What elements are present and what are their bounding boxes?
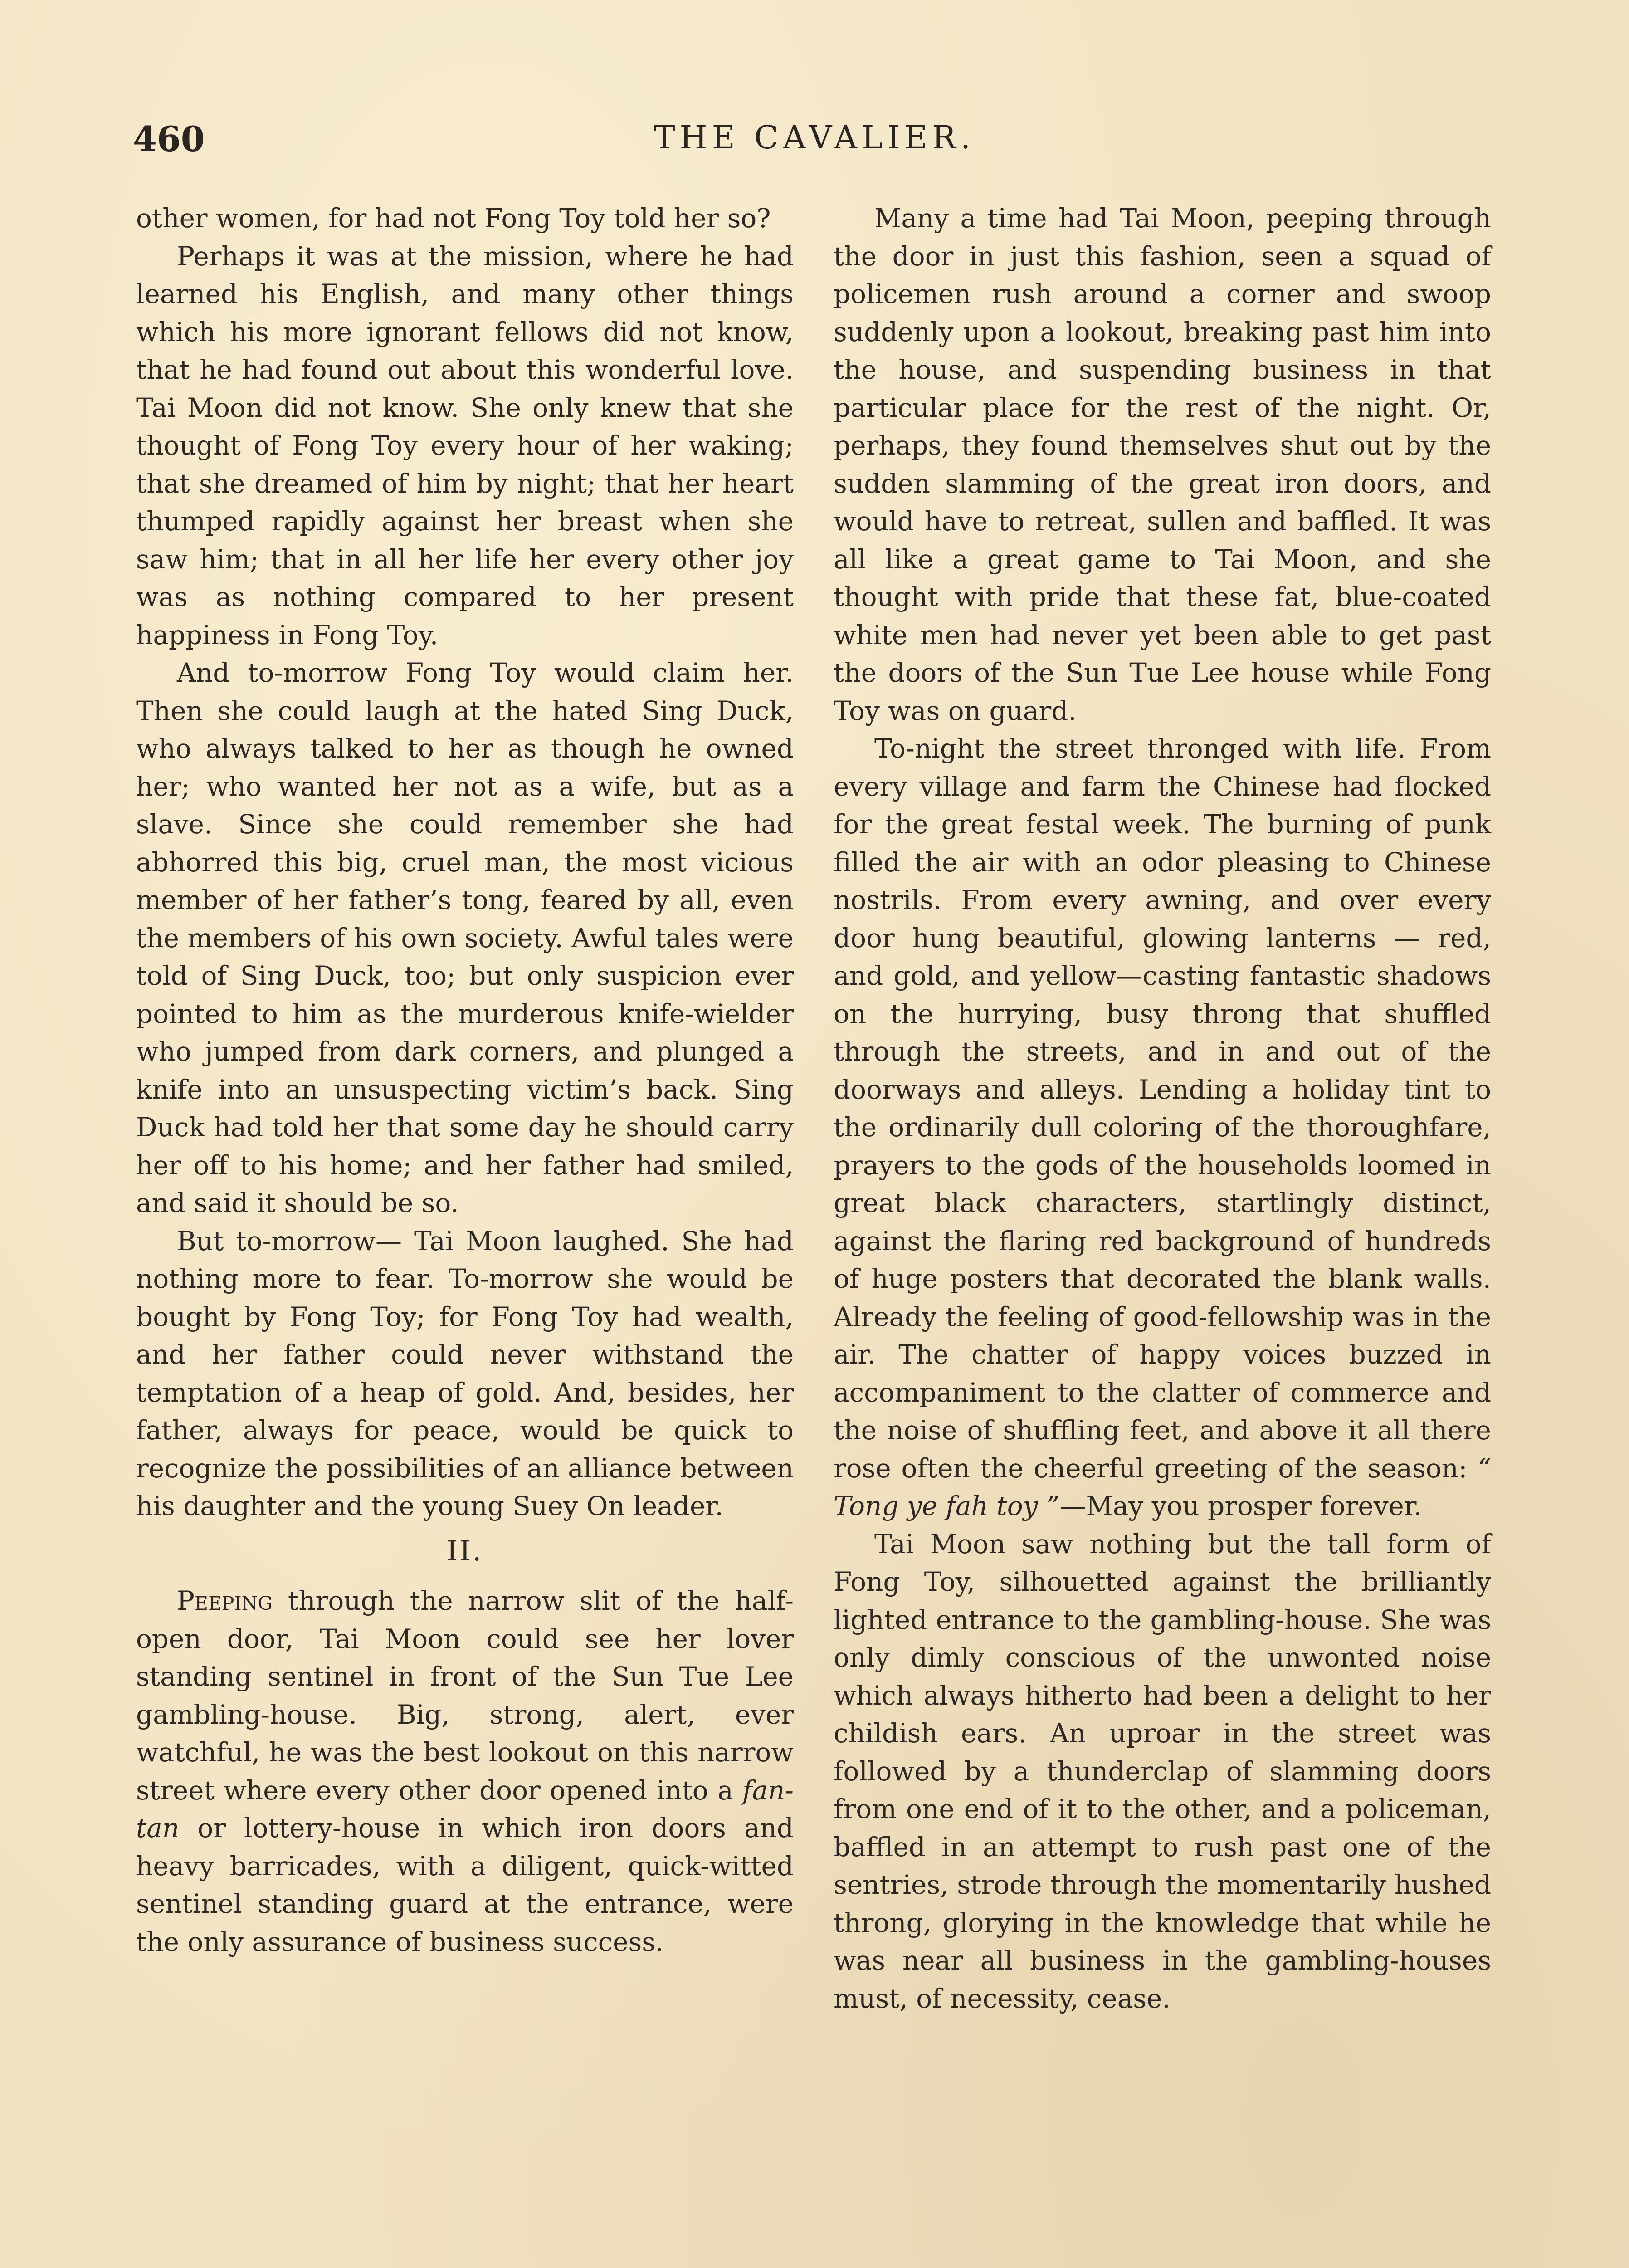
left-paragraph-5: [136, 1582, 794, 1961]
paragraph-text-continued: —May you prosper forever.: [1059, 1491, 1422, 1521]
paragraph-text-continued: or lottery-house in which iron doors and heavy barricades, with a diligent, quick-witted sentinel standing guard at the entrance, were the only assurance of business success.: [136, 1813, 794, 1957]
page-number: 460: [133, 119, 205, 159]
running-title: THE CAVALIER.: [654, 119, 975, 156]
italic-term: fan-tan: [136, 1774, 794, 1843]
page-header: [0, 119, 1629, 169]
left-paragraph-4: But to-morrow— Tai Moon laughed. She had nothing more to fear. To-morrow she would be bought by Fong Toy; for Fong Toy had wealth, and her father could never withstand the temptation of a heap of gold. And, besides, her father, always for peace, would be quick to recognize the possibilities of an alliance between his daughter and the young Suey On leader.: [136, 1225, 794, 1521]
left-paragraph-3: And to-morrow Fong Toy would claim her. Then she could laugh at the hated Sing Duck, who always talked to her as though he owned her; who wanted her not as a wife, but as a slave. Since she could remember she had abhorred this big, cruel man, the most vicious member of her father’s tong, feared by all, even the members of his own society. Awful tales were told of Sing Duck, too; but only suspicion ever pointed to him as the murderous knife-wielder who jumped from dark corners, and plunged a knife into an unsuspecting victim’s back. Sing Duck had told her that some day he should carry her off to his home; and her father had smiled, and said it should be so.: [136, 657, 794, 1218]
left-paragraph-1: other women, for had not Fong Toy told her so?: [136, 203, 771, 234]
left-paragraph-2: Perhaps it was at the mission, where he had learned his English, and many other things which his more ignorant fellows did not know, that he had found out about this wonderful love. Tai Moon did not know. She only knew that she thought of Fong Toy every hour of her waking; that she dreamed of him by night; that her heart thumped rapidly against her breast when she saw him; that in all her life her every other joy was as nothing compared to her present happiness in Fong Toy.: [136, 240, 794, 650]
left-column: [136, 200, 794, 1961]
right-paragraph-3: Tai Moon saw nothing but the tall form of Fong Toy, silhouetted against the brilliantly lighted entrance to the gambling-house. She was only dimly conscious of the unwonted noise which always hitherto had been a delight to her childish ears. An uproar in the street was followed by a thunderclap of slamming doors from one end of it to the other, and a policeman, baffled in an attempt to rush past one of the sentries, strode through the momentarily hushed throng, glorying in the knowledge that while he was near all business in the gambling-houses must, of necessity, cease.: [834, 1528, 1491, 2014]
paragraph-text: To-night the street thronged with life. From every village and farm the Chinese had flocked for the great festal week. The burning of punk filled the air with an odor pleasing to Chinese nostrils. From every awning, and over every door hung beautiful, glowing lanterns — red, and gold, and yellow—casting fantastic shadows on the hurrying, busy throng that shuffled through the streets, and in and out of the doorways and alleys. Lending a holiday tint to the ordinarily dull coloring of the thoroughfare, prayers to the gods of the households loomed in great black characters, startlingly distinct, against the flaring red background of hundreds of huge posters that decorated the blank walls. Already the feeling of good-fellowship was in the air. The chatter of happy voices buzzed in accompaniment to the clatter of commerce and the noise of shuffling feet, and above it all there rose often the cheerful greeting of the season:: [834, 733, 1491, 1484]
section-heading: II.: [446, 1534, 483, 1567]
right-column: [834, 200, 1491, 2018]
right-paragraph-2: [834, 730, 1491, 1525]
paragraph-text: through the narrow slit of the half-open door, Tai Moon could see her lover standing sentinel in front of the Sun Tue Lee gambling-house. Big, strong, alert, ever watchful, he was the best lookout on this narrow street where every other door opened into a: [136, 1585, 794, 1806]
italic-greeting: “ Tong ye fah toy ”: [834, 1452, 1491, 1521]
paragraph-lead-word: Peeping: [177, 1585, 273, 1616]
right-paragraph-1: Many a time had Tai Moon, peeping through the door in just this fashion, seen a squad of policemen rush around a corner and swoop suddenly upon a lookout, breaking past him into the house, and suspending business in that particular place for the rest of the night. Or, perhaps, they found themselves shut out by the sudden slamming of the great iron doors, and would have to retreat, sullen and baffled. It was all like a great game to Tai Moon, and she thought with pride that these fat, blue-coated white men had never yet been able to get past the doors of the Sun Tue Lee house while Fong Toy was on guard.: [834, 203, 1491, 726]
